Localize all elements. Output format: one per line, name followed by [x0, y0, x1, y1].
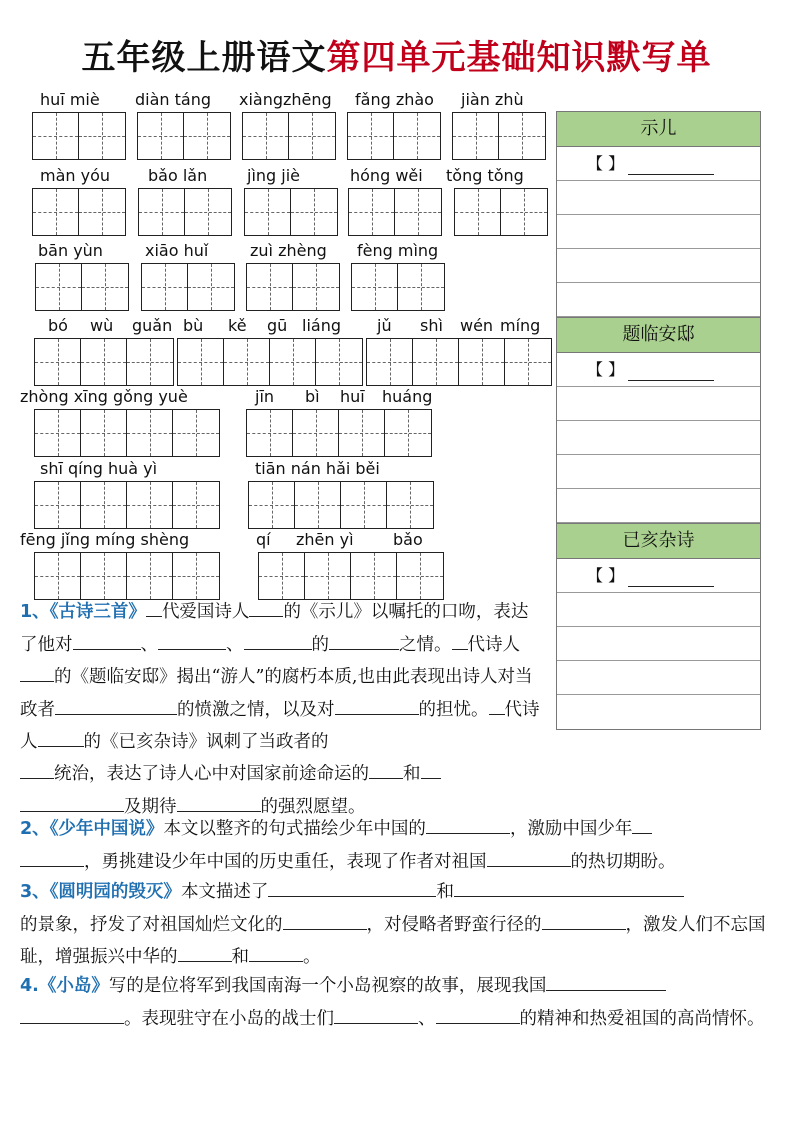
writing-grid[interactable]	[366, 338, 552, 386]
q3-topic: 《圆明园的毁灭》	[49, 882, 181, 902]
text: 和	[403, 764, 421, 784]
question-2	[20, 813, 770, 878]
writing-line[interactable]	[557, 421, 760, 455]
pinyin: màn yóu	[40, 166, 111, 185]
writing-line[interactable]	[557, 661, 760, 695]
writing-grid[interactable]	[34, 552, 220, 600]
text: 写的是位将军到我国南海一个小岛视察的故事，展现我国	[108, 976, 547, 996]
blank[interactable]	[369, 760, 403, 779]
text: 的担忧。	[418, 699, 489, 720]
pinyin: bǎo lǎn	[148, 166, 208, 185]
q1-number: 1、	[20, 602, 50, 622]
pinyin: huī miè	[40, 90, 100, 109]
blank[interactable]	[546, 972, 666, 991]
blank[interactable]	[268, 878, 436, 897]
page-title	[0, 30, 793, 79]
poem-title: 已亥杂诗	[557, 523, 760, 559]
pinyin: kě	[228, 316, 247, 335]
title-red: 第四单元基础知识默写单	[326, 38, 712, 78]
writing-grid[interactable]	[347, 112, 441, 160]
pinyin: hóng wěi	[350, 166, 423, 185]
writing-line[interactable]	[557, 489, 760, 523]
writing-line[interactable]	[557, 627, 760, 661]
text: 、	[226, 634, 244, 655]
pinyin: wén	[460, 316, 494, 335]
text: 本文描述了	[180, 882, 269, 902]
text: 及期待	[124, 796, 177, 817]
writing-grid[interactable]	[351, 263, 445, 311]
text: 和	[436, 882, 454, 902]
writing-grid[interactable]	[246, 263, 340, 311]
pinyin: tǒng tǒng	[446, 166, 524, 185]
pinyin: fèng mìng	[357, 241, 439, 260]
text: 。表现驻守在小岛的战士们	[124, 1008, 334, 1029]
blank[interactable]	[249, 943, 303, 962]
blank[interactable]	[20, 848, 84, 867]
blank[interactable]	[421, 760, 441, 779]
writing-grid[interactable]	[242, 112, 336, 160]
blank[interactable]	[158, 631, 226, 650]
blank[interactable]	[334, 1005, 418, 1024]
text: 统治，表达了诗人心中对国家前途命运的	[54, 764, 369, 784]
pinyin: qí	[256, 530, 271, 549]
writing-grid[interactable]	[137, 112, 231, 160]
writing-line[interactable]	[557, 387, 760, 421]
blank[interactable]	[632, 815, 652, 834]
writing-line[interactable]	[557, 215, 760, 249]
writing-grid[interactable]	[138, 188, 232, 236]
title-black: 五年级上册语文	[81, 38, 327, 78]
q3-number: 3、	[20, 882, 50, 902]
pinyin: xiàngzhēng	[239, 90, 332, 109]
text: 的《题临安邸》揭出“游人”的腐朽本质,也由此表现出诗人对当政者	[20, 667, 533, 720]
blank[interactable]	[436, 1005, 520, 1024]
blank[interactable]	[73, 631, 141, 650]
writing-grid[interactable]	[141, 263, 235, 311]
text: ，激励中国少年	[509, 819, 633, 839]
pinyin: zhēn yì	[296, 530, 354, 549]
author-blank[interactable]	[628, 360, 714, 381]
text: ，对侵略者野蛮行径的	[366, 914, 542, 935]
pinyin: zhòng xīng gǒng yuè	[20, 387, 188, 406]
pinyin: bān yùn	[38, 241, 103, 260]
writing-line[interactable]	[557, 249, 760, 283]
writing-grid[interactable]	[454, 188, 548, 236]
text: 的景象，抒发了对祖国灿烂文化的	[20, 914, 283, 935]
author-line[interactable]	[557, 559, 760, 593]
pinyin: wù	[90, 316, 114, 335]
blank[interactable]	[369, 631, 399, 650]
text: 代诗人	[467, 634, 520, 655]
pinyin: guǎn	[132, 316, 173, 335]
pinyin: gū	[267, 316, 288, 335]
blank[interactable]	[244, 631, 312, 650]
pinyin: liáng	[302, 316, 341, 335]
pinyin: shī qíng huà yì	[40, 459, 158, 478]
pinyin: bù	[183, 316, 204, 335]
pinyin: bó	[48, 316, 68, 335]
blank[interactable]	[283, 911, 367, 930]
question-3	[20, 876, 770, 974]
pinyin: jìng jiè	[247, 166, 301, 185]
writing-grid[interactable]	[34, 481, 220, 529]
q2-topic: 《少年中国说》	[49, 819, 164, 839]
q4-number: 4.	[20, 976, 39, 996]
writing-grid[interactable]	[32, 188, 126, 236]
writing-grid[interactable]	[34, 409, 220, 457]
author-blank[interactable]	[628, 154, 714, 175]
blank[interactable]	[38, 728, 84, 747]
text: 的热切期盼。	[570, 851, 676, 872]
text: ，勇挑建设少年中国的历史重任，表现了作者对祖国	[84, 851, 487, 872]
blank[interactable]	[20, 1005, 124, 1024]
writing-grid[interactable]	[32, 112, 126, 160]
q2-number: 2、	[20, 819, 50, 839]
writing-line[interactable]	[557, 593, 760, 627]
text: 代诗人	[20, 699, 540, 752]
blank[interactable]	[20, 663, 54, 682]
text: 、	[418, 1008, 436, 1029]
pinyin: shì	[420, 316, 443, 335]
text: 的精神和热爱祖国的高尚情怀。	[519, 1008, 765, 1029]
poem-title: 示儿	[557, 112, 760, 147]
pinyin: bǎo	[393, 530, 423, 549]
question-4	[20, 970, 770, 1035]
pinyin: xiāo huǐ	[145, 241, 209, 260]
author-line[interactable]	[557, 353, 760, 387]
writing-line[interactable]	[557, 283, 760, 317]
writing-grid[interactable]	[246, 409, 432, 457]
blank[interactable]	[249, 598, 283, 617]
text: 和	[231, 947, 249, 967]
question-1	[20, 596, 545, 759]
writing-grid[interactable]	[34, 338, 174, 386]
blank[interactable]	[489, 696, 505, 715]
pinyin: huī	[340, 387, 365, 406]
writing-line[interactable]	[557, 455, 760, 489]
pinyin: jīn	[255, 387, 275, 406]
pinyin: tiān nán hǎi běi	[255, 459, 380, 478]
writing-grid[interactable]	[348, 188, 442, 236]
blank[interactable]	[177, 793, 261, 812]
pinyin: zuì zhèng	[250, 241, 327, 260]
writing-grid[interactable]	[244, 188, 338, 236]
writing-line[interactable]	[557, 695, 760, 729]
pinyin: fēng jǐng míng shèng	[20, 530, 190, 549]
text: 的愤激之情，以及对	[177, 699, 335, 720]
blank[interactable]	[454, 878, 684, 897]
poem-title: 题临安邸	[557, 317, 760, 353]
blank[interactable]	[542, 911, 626, 930]
pinyin: jǔ	[377, 316, 392, 335]
q4-topic: 《小岛》	[38, 976, 109, 996]
blank[interactable]	[20, 760, 54, 779]
pinyin: bì	[305, 387, 320, 406]
text: 代爱国诗人	[161, 602, 250, 622]
blank[interactable]	[487, 848, 571, 867]
text: 本文以整齐的句式描绘少年中国的	[163, 819, 426, 839]
bracket: 【 】	[587, 360, 625, 379]
text: 的《示儿》以嘱托的口吻，表达了他对	[20, 602, 529, 655]
writing-grid[interactable]	[258, 552, 444, 600]
writing-grid[interactable]	[248, 481, 434, 529]
text: 的《已亥杂诗》讽刺了当政者的	[83, 732, 329, 752]
bracket: 【 】	[587, 154, 625, 173]
writing-grid[interactable]	[35, 263, 129, 311]
text: 之情。	[399, 634, 452, 655]
text: 的强烈愿望。	[260, 796, 366, 817]
blank[interactable]	[426, 815, 510, 834]
text: ，激发人们不忘国耻，增强振兴中华的	[20, 914, 766, 967]
blank[interactable]	[20, 793, 124, 812]
blank[interactable]	[55, 696, 177, 715]
writing-grid[interactable]	[452, 112, 546, 160]
bracket: 【 】	[587, 566, 625, 585]
pinyin: huáng	[382, 387, 433, 406]
writing-line[interactable]	[557, 181, 760, 215]
author-blank[interactable]	[628, 566, 714, 587]
blank[interactable]	[329, 631, 369, 650]
writing-grid[interactable]	[177, 338, 363, 386]
text: 。	[303, 947, 321, 967]
text: 、	[140, 634, 158, 655]
pinyin: jiàn zhù	[461, 90, 524, 109]
text: 的	[311, 634, 329, 655]
pinyin: diàn táng	[135, 90, 212, 109]
blank[interactable]	[452, 631, 468, 650]
pinyin: míng	[500, 316, 541, 335]
author-line[interactable]	[557, 147, 760, 181]
q1-topic: 《古诗三首》	[49, 602, 146, 622]
blank[interactable]	[335, 696, 419, 715]
blank[interactable]	[178, 943, 232, 962]
poem-dictation-panel	[556, 111, 761, 730]
blank[interactable]	[146, 598, 162, 617]
pinyin: fǎng zhào	[355, 90, 434, 109]
